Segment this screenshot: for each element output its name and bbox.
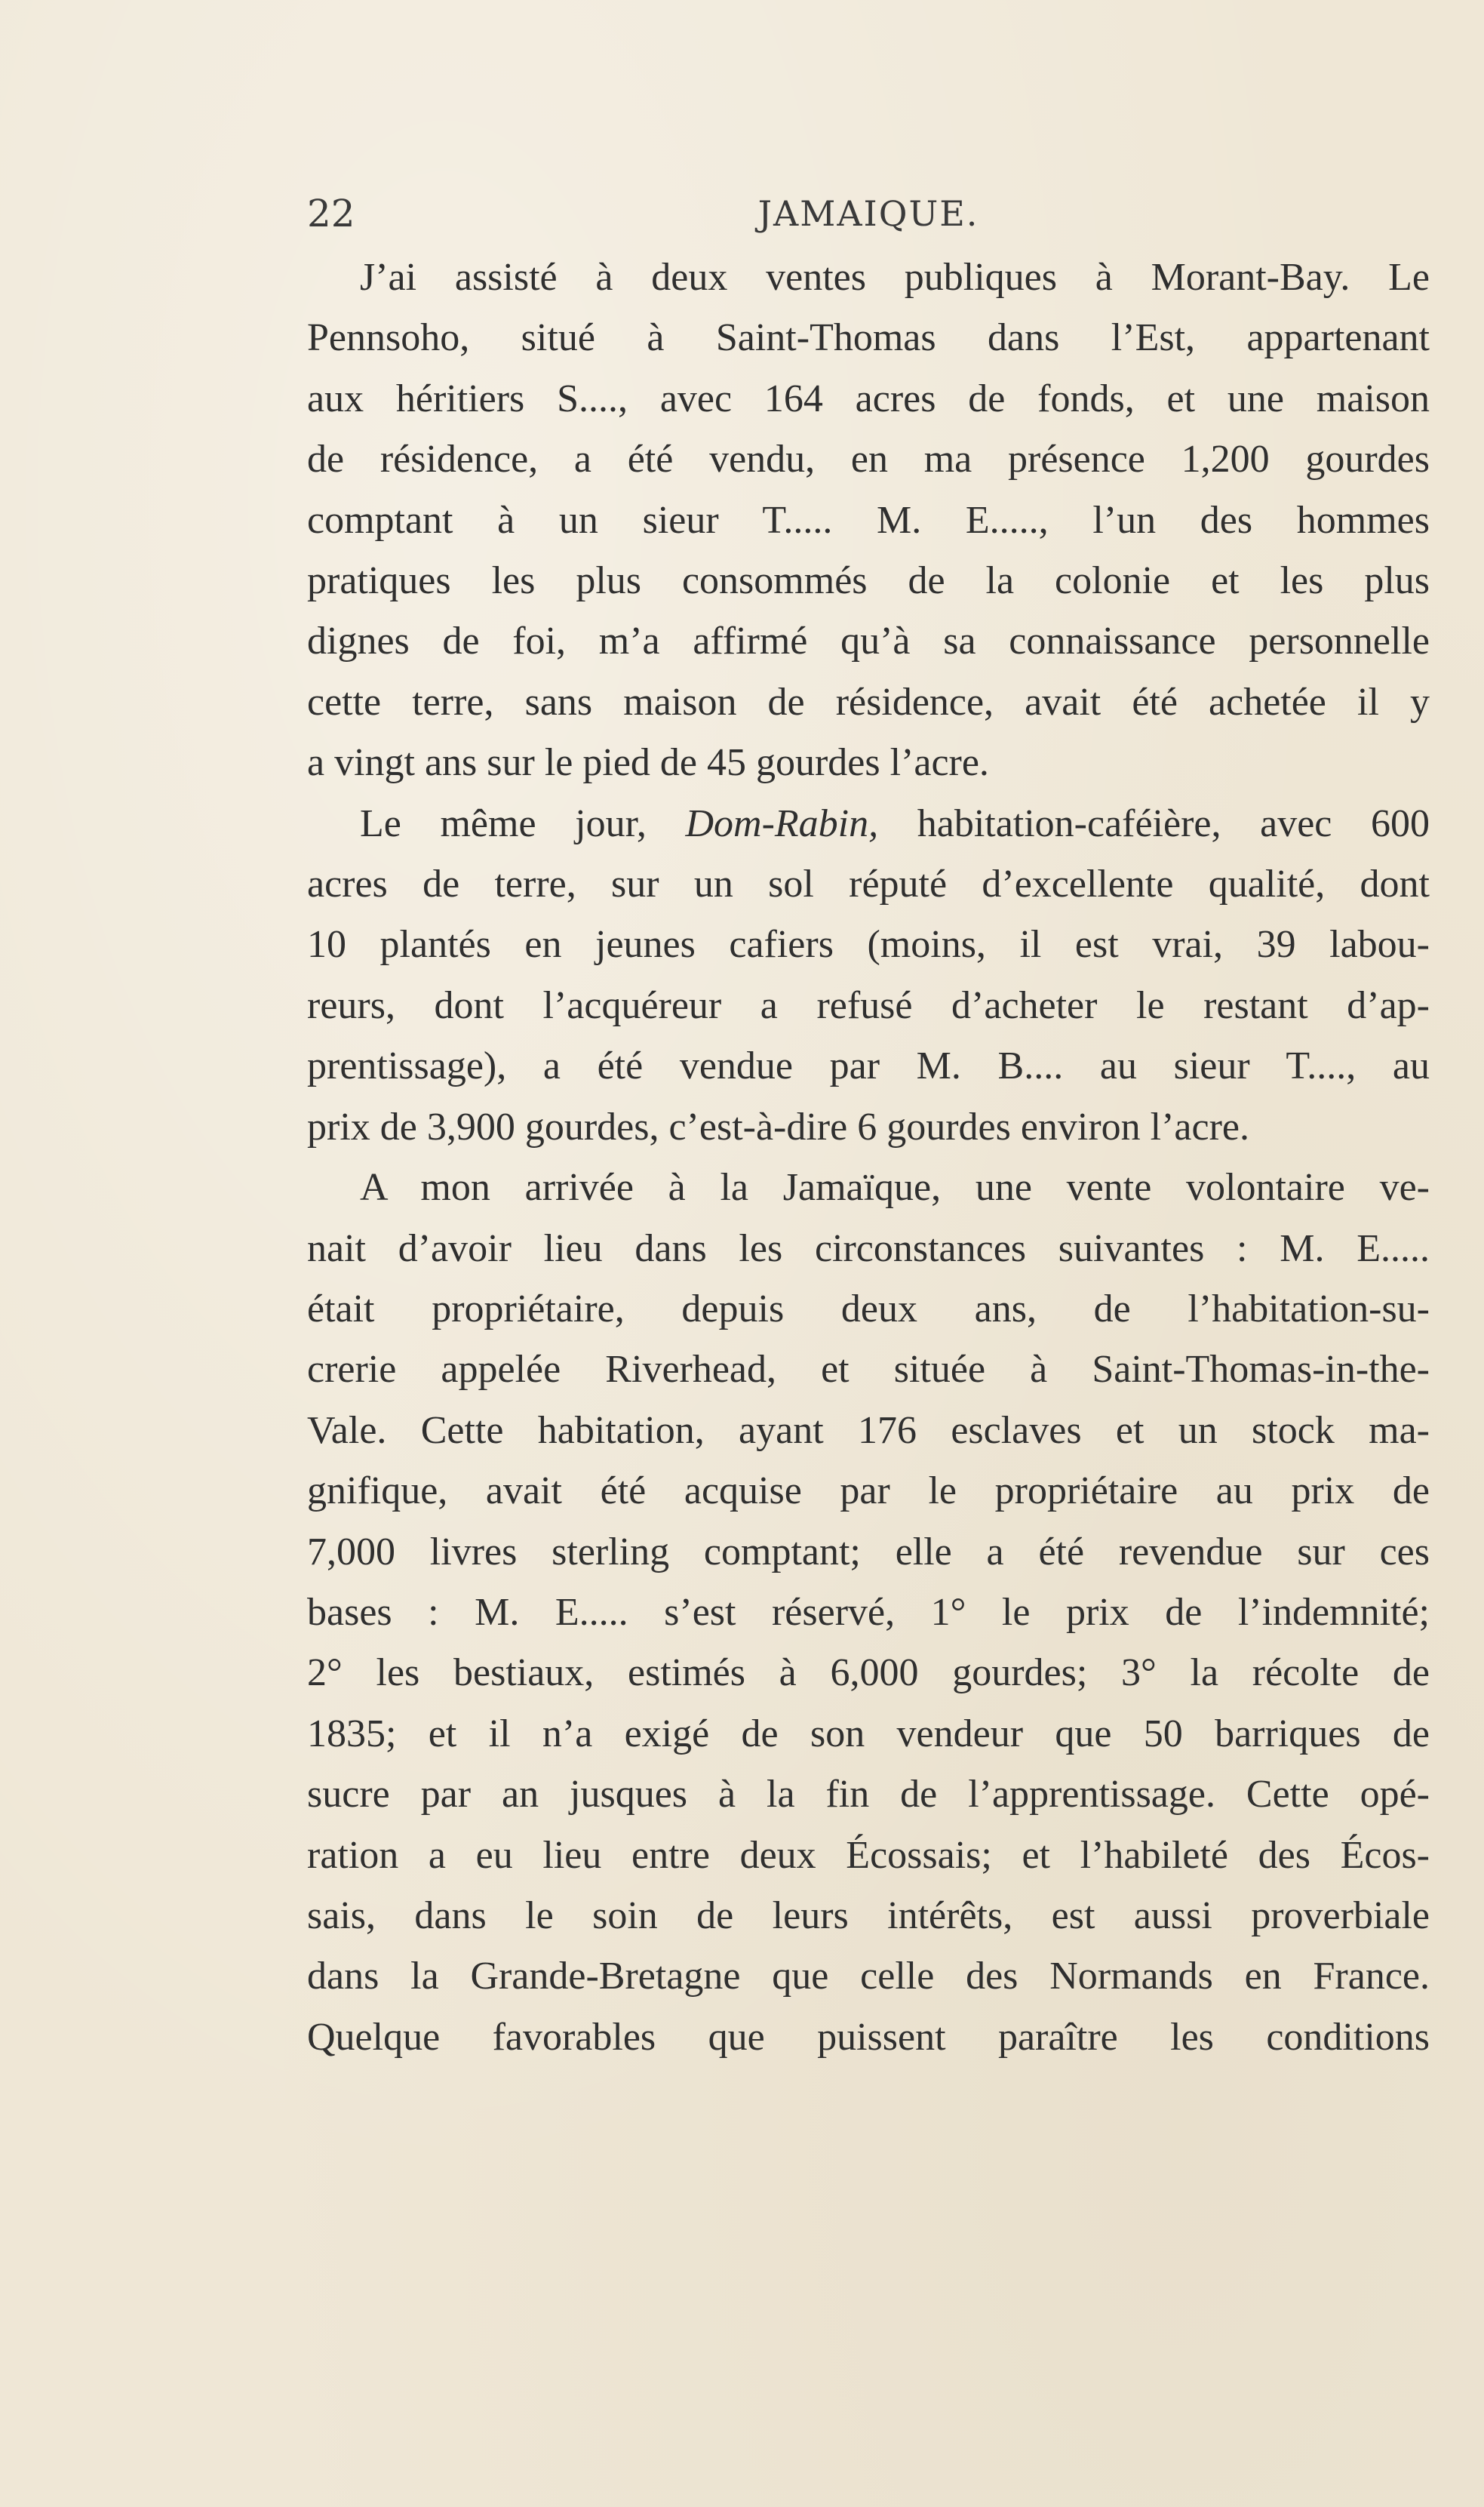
page-header xyxy=(307,187,1430,240)
text-line: sais, dans le soin de leurs intérêts, est aussi proverbiale xyxy=(307,1893,1430,1937)
estate-name: Dom-Rabin, xyxy=(685,801,879,845)
text-line: 1835; et il n’a exigé de son vendeur que 50 barriques de xyxy=(307,1712,1430,1755)
text-line: Vale. Cette habitation, ayant 176 esclaves et un stock ma- xyxy=(307,1408,1430,1452)
paragraph-2 xyxy=(307,794,1430,1158)
text-line: 7,000 livres sterling comptant; elle a été revendue sur ces xyxy=(307,1530,1430,1573)
text-line: a vingt ans sur le pied de 45 gourdes l’acre. xyxy=(307,741,989,785)
text-line: A mon arrivée à la Jamaïque, une vente volontaire ve- xyxy=(360,1166,1430,1210)
text-line: nait d’avoir lieu dans les circonstances suivantes : M. E..... xyxy=(307,1226,1430,1270)
text-line: Quelque favorables que puissent paraître les conditions xyxy=(307,2015,1430,2059)
page-number: 22 xyxy=(307,192,355,235)
text-line: crerie appelée Riverhead, et située à Saint-Thomas-in-the- xyxy=(307,1348,1430,1392)
paragraph-3 xyxy=(307,1158,1430,2068)
text-fragment: habitation-caféière, avec 600 xyxy=(878,801,1430,845)
text-line: reurs, dont l’acquéreur a refusé d’acheter le restant d’ap- xyxy=(307,983,1430,1027)
text-line: était propriétaire, depuis deux ans, de l’habitation-su- xyxy=(307,1287,1430,1330)
text-line: gnifique, avait été acquise par le propriétaire au prix de xyxy=(307,1469,1430,1513)
paragraph-1 xyxy=(307,248,1430,794)
text-line: bases : M. E..... s’est réservé, 1° le prix de l’indemnité; xyxy=(307,1590,1430,1634)
text-line: cette terre, sans maison de résidence, avait été achetée il y xyxy=(307,680,1430,724)
running-title: JAMAIQUE. xyxy=(757,193,979,234)
text-line: aux héritiers S...., avec 164 acres de fonds, et une maison xyxy=(307,377,1430,420)
text-line: de résidence, a été vendu, en ma présence 1,200 gourdes xyxy=(307,438,1430,481)
text-line: prix de 3,900 gourdes, c’est-à-dire 6 gourdes environ l’acre. xyxy=(307,1105,1249,1149)
text-line: sucre par an jusques à la fin de l’apprentissage. Cette opé- xyxy=(307,1773,1430,1816)
text-line: dignes de foi, m’a affirmé qu’à sa connaissance personnelle xyxy=(307,620,1430,663)
text-line: J’ai assisté à deux ventes publiques à Morant-Bay. Le xyxy=(360,256,1430,299)
text-line: dans la Grande-Bretagne que celle des Normands en France. xyxy=(307,1955,1430,1998)
text-line: 10 plantés en jeunes cafiers (moins, il est vrai, 39 labou- xyxy=(307,923,1430,967)
body-text xyxy=(307,248,1430,2068)
text-line: ration a eu lieu entre deux Écossais; et l’habileté des Écos- xyxy=(307,1833,1430,1877)
text-line: acres de terre, sur un sol réputé d’excellente qualité, dont xyxy=(307,863,1430,906)
text-fragment: Le même jour, xyxy=(360,801,686,845)
text-line: Pennsoho, situé à Saint-Thomas dans l’Est, appartenant xyxy=(307,316,1430,360)
text-line xyxy=(307,794,1430,854)
text-line: 2° les bestiaux, estimés à 6,000 gourdes; 3° la récolte de xyxy=(307,1651,1430,1695)
text-line: prentissage), a été vendue par M. B.... au sieur T...., au xyxy=(307,1044,1430,1088)
text-line: pratiques les plus consommés de la colonie et les plus xyxy=(307,559,1430,603)
text-line: comptant à un sieur T..... M. E....., l’un des hommes xyxy=(307,498,1430,542)
